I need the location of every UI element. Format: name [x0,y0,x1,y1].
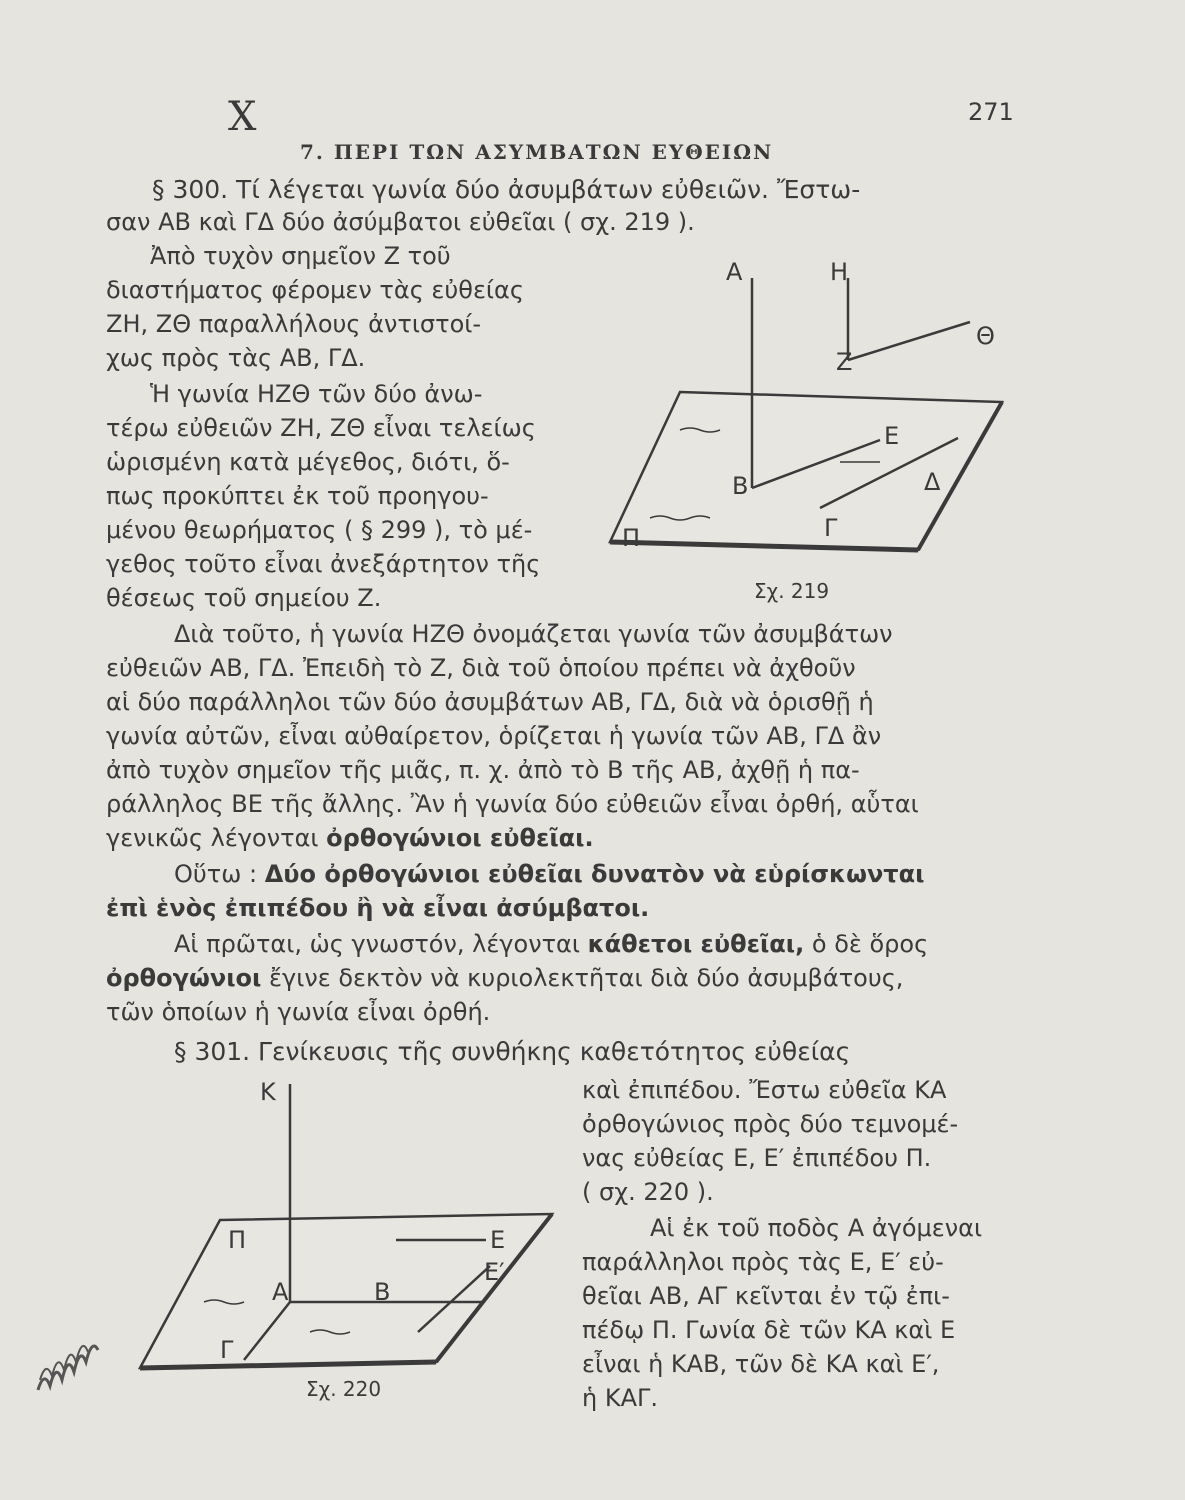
s300-p5-e: ἔγινε δεκτὸν νὰ κυριολεκτῆται διὰ δύο ἀσυμβάτους, [269,964,904,992]
s300-p3-line: αἱ δύο παράλληλοι τῶν δύο ἀσυμβάτων ΑΒ, ΓΔ, διὰ νὰ ὁρισθῇ ἡ [106,688,874,716]
margin-mark: X [228,94,257,140]
term-orthogonal: ὀρθογώνιοι [106,964,262,992]
fig220-caption: Σχ. 220 [306,1377,382,1401]
s300-p2-line: πως προκύπτει ἐκ τοῦ προηγου- [106,482,489,510]
fig220-label-Pi: Π [228,1226,247,1254]
fig220-label-E-prime: Ε′ [484,1258,505,1286]
fig220-label-E: Ε [490,1226,506,1254]
fig219-label-Pi: Π [622,524,641,552]
s300-p1-line: Ἀπὸ τυχὸν σημεῖον Ζ τοῦ [150,242,451,270]
s300-p4-bold1: Δύο ὀρθογώνιοι εὐθεῖαι δυνατὸν νὰ εὑρίσκωνται [264,860,925,888]
s300-p1-line: χως πρὸς τὰς ΑΒ, ΓΔ. [106,344,366,372]
fig219-label-H: Η [830,258,849,286]
s301-p2-line: θεῖαι ΑΒ, ΑΓ κεῖνται ἐν τῷ ἐπι- [582,1282,950,1310]
s300-p5-line1 [174,928,928,960]
s301-p1-line: καὶ ἐπιπέδου. Ἔστω εὐθεῖα ΚΑ [582,1076,947,1104]
s301-p2-line: ἡ ΚΑΓ. [582,1384,658,1412]
s300-heading: § 300. Τί λέγεται γωνία δύο ἀσυμβάτων εὐθειῶν. Ἔστω- [152,175,861,204]
fig219-label-B: Β [732,472,749,500]
s300-p3-line: Διὰ τοῦτο, ἡ γωνία ΗΖΘ ὀνομάζεται γωνία τῶν ἀσυμβάτων [174,620,893,648]
s301-p1-line: νας εὐθείας Ε, Ε′ ἐπιπέδου Π. [582,1144,932,1172]
page-number: 271 [968,98,1014,126]
s300-p4-line1 [174,858,924,890]
s301-p2-line: πέδῳ Π. Γωνία δὲ τῶν ΚΑ καὶ Ε [582,1316,956,1344]
s300-p5-c: ὁ δὲ ὅρος [811,930,929,958]
s300-p5-line2 [106,962,903,994]
s300-p1-line: ΖΗ, ΖΘ παραλλήλους ἀντιστοί- [106,310,482,338]
s301-p1-line: ( σχ. 220 ). [582,1178,714,1206]
s300-p3-line: γωνία αὐτῶν, εἶναι αὐθαίρετον, ὁρίζεται ἡ γωνία τῶν ΑΒ, ΓΔ ἂν [106,722,882,750]
s301-p2-line: Αἱ ἐκ τοῦ ποδὸς Α ἀγόμεναι [650,1214,983,1242]
s300-p4-lead: Οὕτω : [174,860,258,888]
fig220-label-Gamma: Γ [220,1336,234,1364]
s300-p2-line: θέσεως τοῦ σημείου Ζ. [106,584,382,612]
s301-p1-line: ὀρθογώνιος πρὸς δύο τεμνομέ- [582,1110,959,1138]
s300-p2-line: ὡρισμένη κατὰ μέγεθος, διότι, ὅ- [106,448,510,476]
s300-p2-line: μένου θεωρήματος ( § 299 ), τὸ μέ- [106,516,533,544]
s300-p5-line3: τῶν ὁποίων ἡ γωνία εἶναι ὀρθή. [106,998,491,1026]
s300-p2-line: γεθος τοῦτο εἶναι ἀνεξάρτητον τῆς [106,550,541,578]
fig219-label-Delta: Δ [924,468,941,496]
s300-p2-line: τέρω εὐθειῶν ΖΗ, ΖΘ εἶναι τελείως [106,414,536,442]
plane-pi-219 [610,392,1002,550]
term-orthogonal-lines: ὀρθογώνιοι εὐθεῖαι. [326,824,594,852]
fig220-label-K: Κ [260,1078,276,1106]
s300-line2: σαν ΑΒ καὶ ΓΔ δύο ἀσύμβατοι εὐθεῖαι ( σχ. 219 ). [106,208,695,236]
s300-p3-line: ἀπὸ τυχὸν σημεῖον τῆς μιᾶς, π. χ. ἀπὸ τὸ Β τῆς ΑΒ, ἀχθῇ ἡ πα- [106,756,860,784]
fig219-label-E: Ε [884,422,900,450]
margin-scribble [28,1290,108,1410]
s301-p2-line: παράλληλοι πρὸς τὰς Ε, Ε′ εὐ- [582,1248,944,1276]
section-title: 7. ΠΕΡΙ ΤΩΝ ΑΣΥΜΒΑΤΩΝ ΕΥΘΕΙΩΝ [300,140,774,164]
s300-p2-line: Ἡ γωνία ΗΖΘ τῶν δύο ἀνω- [150,380,483,408]
s300-p3-line: ράλληλος ΒΕ τῆς ἄλλης. Ἂν ἡ γωνία δύο εὐθειῶν εἶναι ὀρθή, αὗται [106,790,919,818]
term-perpendicular-lines: κάθετοι εὐθεῖαι, [587,930,805,958]
s301-heading: § 301. Γενίκευσις τῆς συνθήκης καθετότητος εὐθείας [174,1037,851,1066]
s300-p1-line: διαστήματος φέρομεν τὰς εὐθείας [106,276,524,304]
fig219-label-A: Α [726,258,743,286]
fig219-label-Gamma: Γ [824,514,838,542]
fig220-label-A: Α [272,1278,289,1306]
figure-219 [590,250,1030,610]
fig219-label-Theta: Θ [976,322,995,350]
figure-220 [120,1066,570,1416]
s300-p3-last-plain: γενικῶς λέγονται [106,824,319,852]
fig219-caption: Σχ. 219 [754,579,830,603]
s300-p3-line: εὐθειῶν ΑΒ, ΓΔ. Ἐπειδὴ τὸ Ζ, διὰ τοῦ ὁποίου πρέπει νὰ ἀχθοῦν [106,654,856,682]
line-ZTheta [848,322,970,360]
s301-p2-line: εἶναι ἡ ΚΑΒ, τῶν δὲ ΚΑ καὶ Ε′, [582,1350,940,1378]
s300-p4-bold2: ἐπὶ ἑνὸς ἐπιπέδου ἢ νὰ εἶναι ἀσύμβατοι. [106,894,650,922]
s300-p5-a: Αἱ πρῶται, ὡς γνωστόν, λέγονται [174,930,580,958]
fig220-label-B: Β [374,1278,391,1306]
s300-p3-last [106,822,594,854]
fig219-label-Z: Ζ [836,348,853,376]
